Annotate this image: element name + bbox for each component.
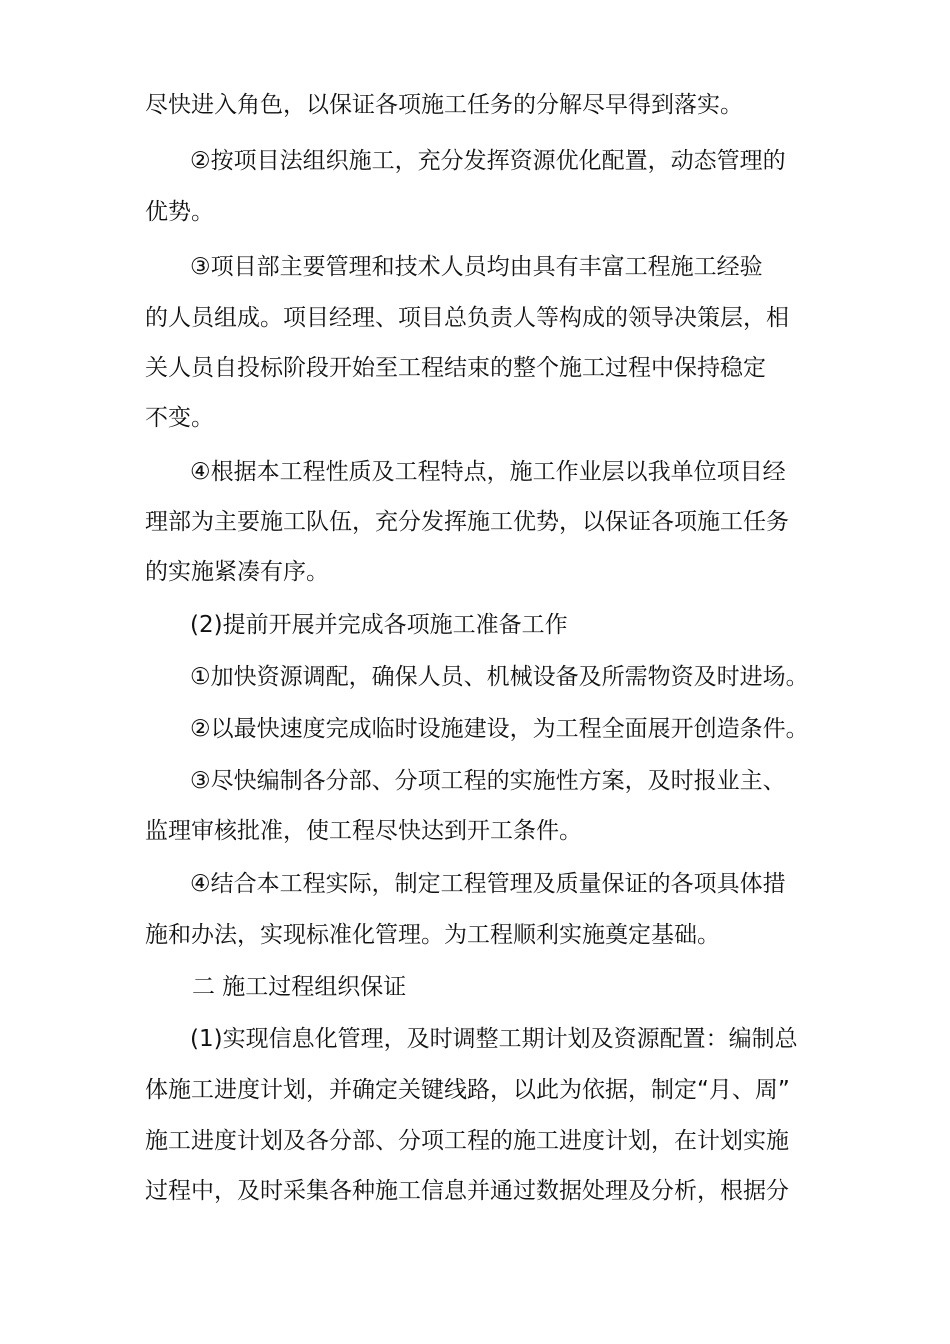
paragraph-line: 关人员自投标阶段开始至工程结束的整个施工过程中保持稳定	[145, 355, 766, 381]
section-heading: 二 施工过程组织保证	[192, 974, 407, 1000]
paragraph-line: ④结合本工程实际，制定工程管理及质量保证的各项具体措	[190, 871, 786, 897]
paragraph-line: (1)实现信息化管理，及时调整工期计划及资源配置：编制总	[190, 1026, 798, 1052]
paragraph-line: ②以最快速度完成临时设施建设，为工程全面展开创造条件。	[190, 716, 809, 742]
paragraph-line: 理部为主要施工队伍，充分发挥施工优势，以保证各项施工任务	[145, 509, 789, 535]
paragraph-line: ②按项目法组织施工，充分发挥资源优化配置，动态管理的	[190, 148, 786, 174]
section-subheading: (2)提前开展并完成各项施工准备工作	[190, 612, 568, 638]
paragraph-line: 施和办法，实现标准化管理。为工程顺利实施奠定基础。	[145, 922, 720, 948]
paragraph-line: 的人员组成。项目经理、项目总负责人等构成的领导决策层，相	[145, 305, 789, 331]
paragraph-line: 优势。	[145, 199, 214, 225]
paragraph-line: ③尽快编制各分部、分项工程的实施性方案，及时报业主、	[190, 768, 786, 794]
paragraph-line: 体施工进度计划，并确定关键线路，以此为依据，制定“月、周”	[145, 1077, 790, 1103]
paragraph-line: 尽快进入角色，以保证各项施工任务的分解尽早得到落实。	[145, 92, 743, 118]
paragraph-line: ①加快资源调配，确保人员、机械设备及所需物资及时进场。	[190, 664, 809, 690]
paragraph-line: ④根据本工程性质及工程特点，施工作业层以我单位项目经	[190, 459, 786, 485]
paragraph-line: 监理审核批准，使工程尽快达到开工条件。	[145, 818, 582, 844]
paragraph-line: 的实施紧凑有序。	[145, 559, 329, 585]
paragraph-line: 过程中，及时采集各种施工信息并通过数据处理及分析，根据分	[145, 1178, 789, 1204]
paragraph-line: 不变。	[145, 405, 214, 431]
paragraph-line: 施工进度计划及各分部、分项工程的施工进度计划，在计划实施	[145, 1128, 789, 1154]
paragraph-line: ③项目部主要管理和技术人员均由具有丰富工程施工经验	[190, 254, 763, 280]
